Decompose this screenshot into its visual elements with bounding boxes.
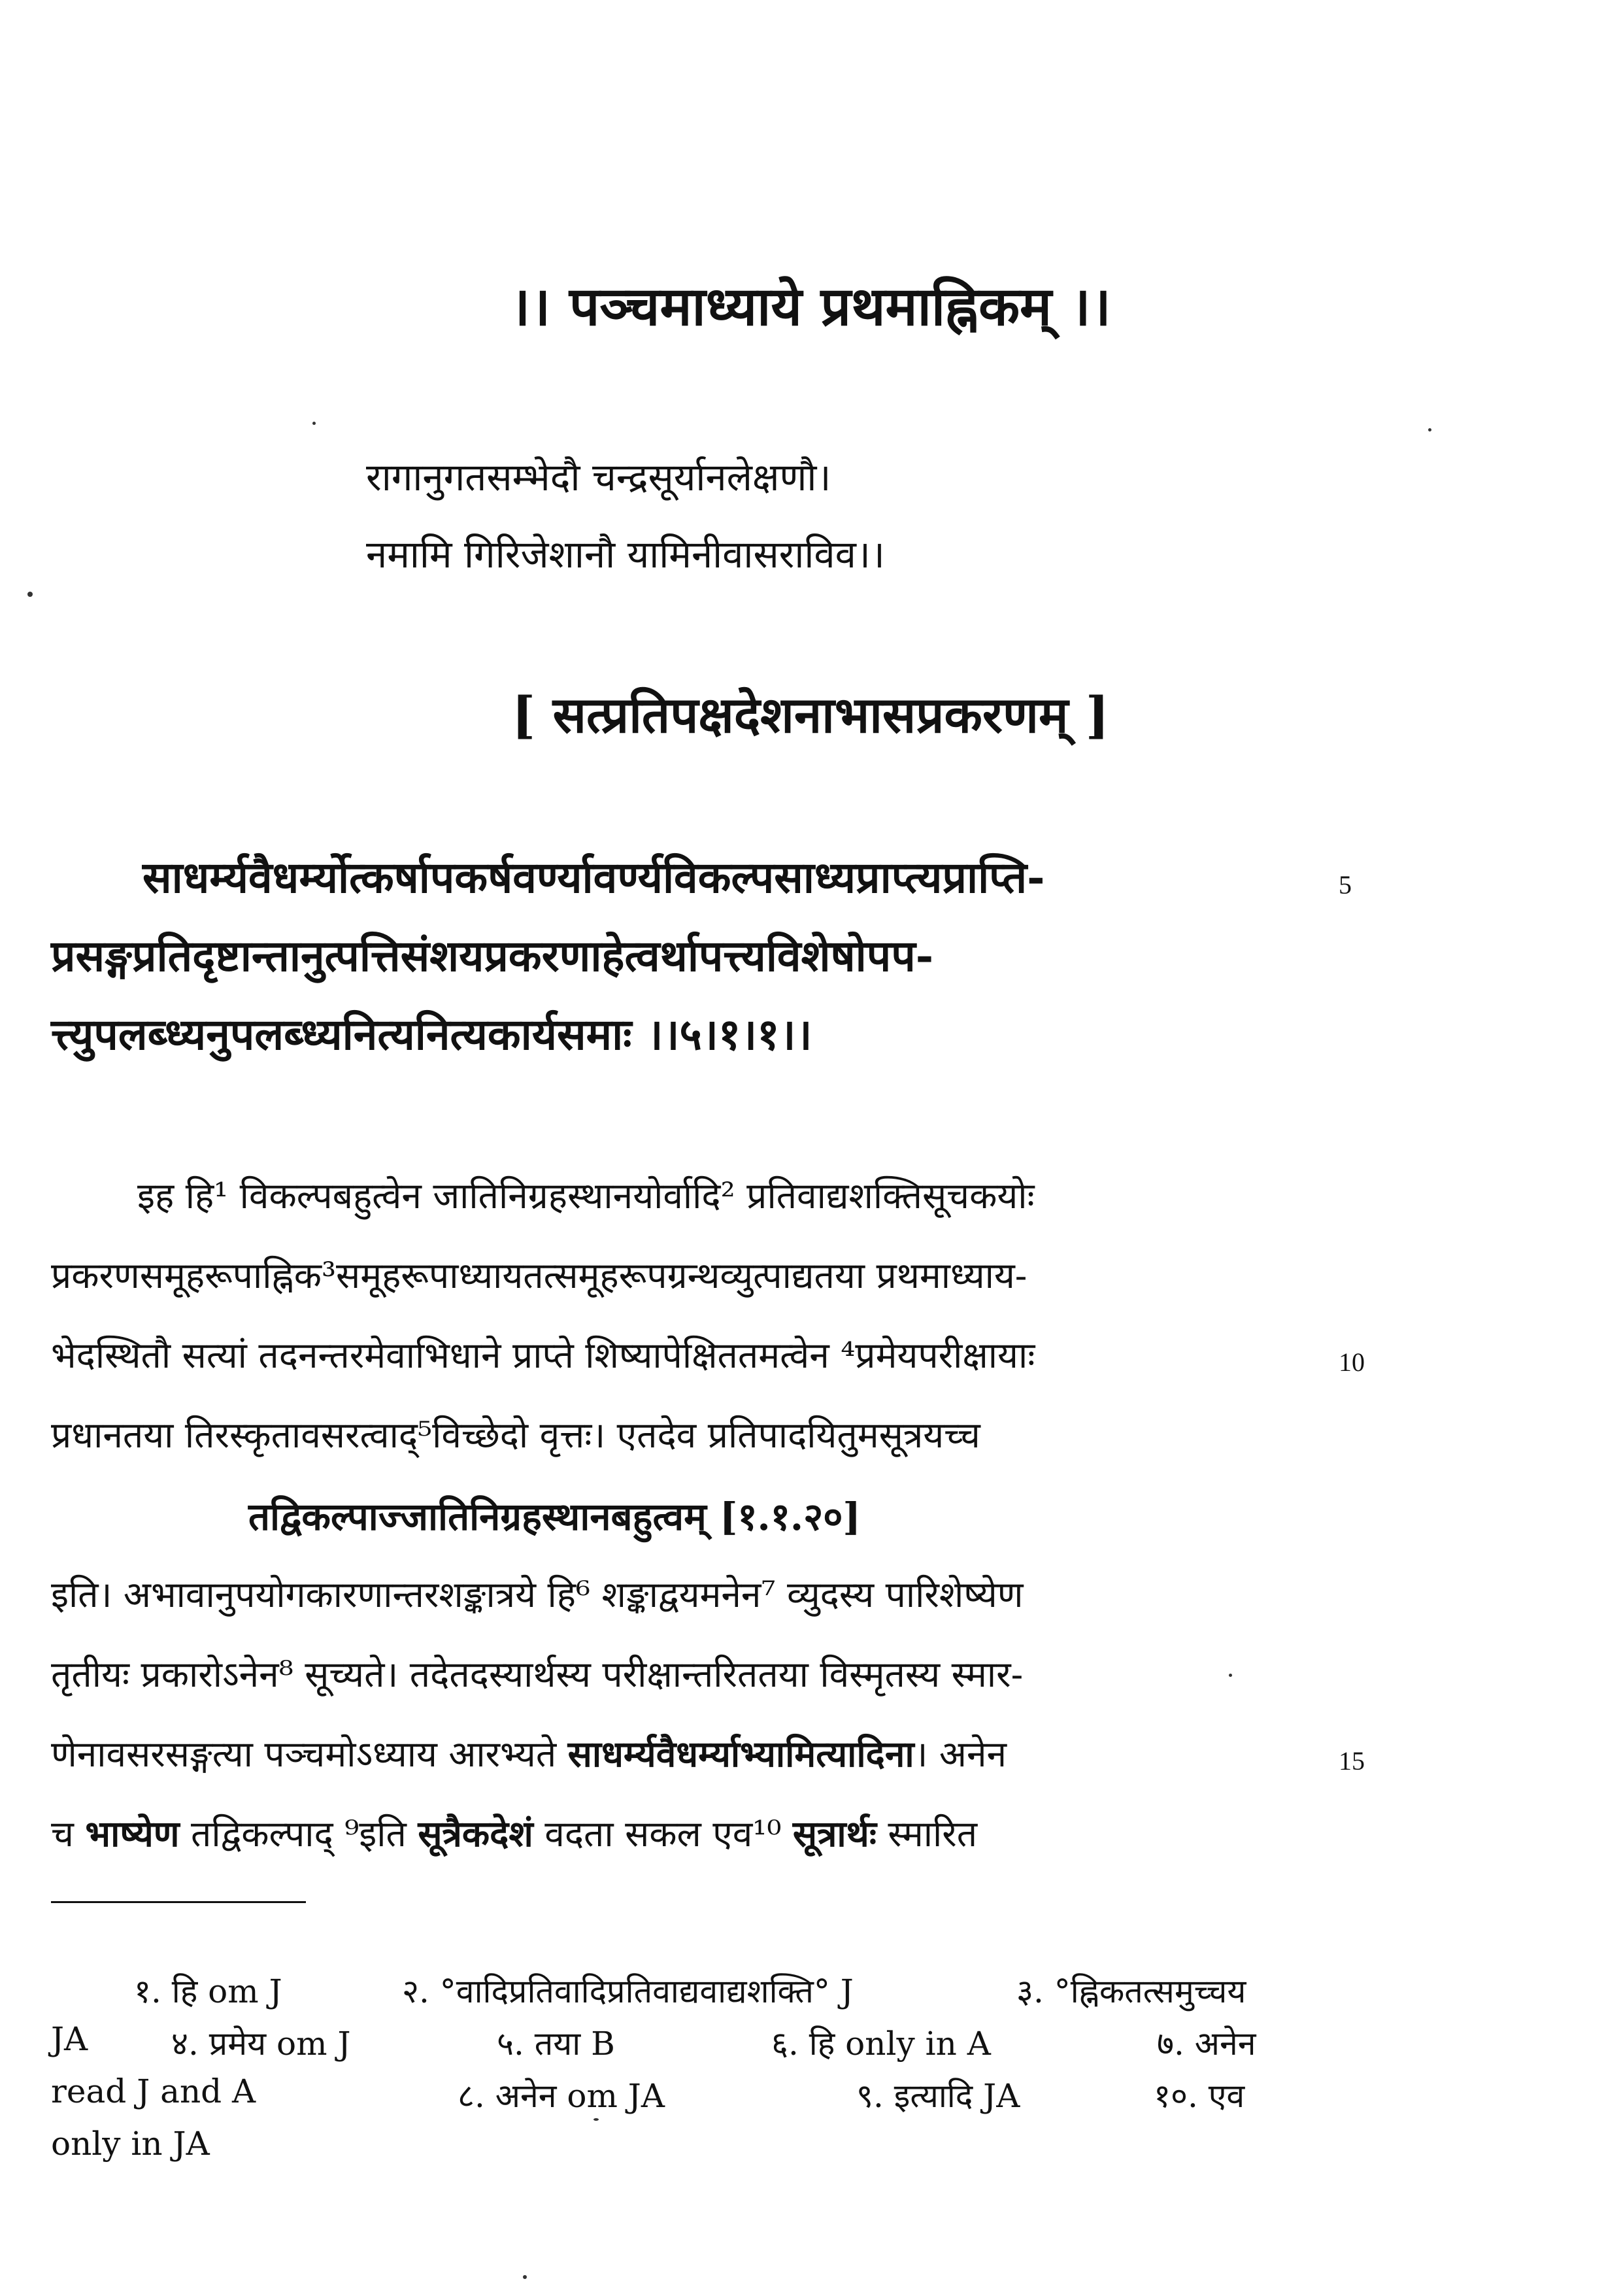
sutra-citation: तद्विकल्पाज्जातिनिग्रहस्थानबहुत्वम् [१.१.२०]	[248, 1494, 861, 1539]
footnote-9: ९. इत्यादि JA	[856, 2077, 1020, 2115]
scan-speck	[27, 592, 33, 597]
sutra-line-2: प्रसङ्गप्रतिदृष्टान्तानुत्पत्तिसंशयप्रकरणाहेत्वर्थापत्त्यविशेषोपप-	[51, 930, 934, 981]
commentary-line-9	[51, 1808, 977, 1857]
footnote-7-continued: read J and A	[51, 2072, 256, 2110]
scan-speck	[1428, 428, 1431, 431]
footnote-6: ६. हि only in A	[771, 2025, 991, 2063]
commentary-line-4: प्रधानतया तिरस्कृतावसरत्वाद्⁵विच्छेदो वृत्तः। एतदेव प्रतिपादयितुमसूत्रयच्च	[51, 1414, 980, 1456]
footnote-10: १०. एव	[1154, 2077, 1245, 2115]
bold-term-sutraikadesha: सूत्रैकदेशं	[418, 1812, 533, 1855]
commentary-text: स्मारित	[876, 1813, 978, 1855]
commentary-text: णेनावसरसङ्गत्या पञ्चमोऽध्याय आरभ्यते	[51, 1733, 568, 1775]
commentary-line-2: प्रकरणसमूहरूपाह्निक³समूहरूपाध्यायतत्समूहरूपग्रन्थव्युत्पाद्यतया प्रथमाध्याय-	[51, 1255, 1028, 1296]
commentary-line-8	[51, 1729, 1007, 1778]
verse-line-2: नमामि गिरिजेशानौ यामिनीवासराविव।।	[366, 532, 885, 577]
commentary-text: वदता सकल एव¹⁰	[533, 1813, 793, 1855]
footnote-7: ७. अनेन	[1157, 2025, 1256, 2063]
commentary-line-6: इति। अभावानुपयोगकारणान्तरशङ्कात्रये हि⁶ शङ्काद्वयमनेन⁷ व्युदस्य पारिशेष्येण	[51, 1574, 1024, 1615]
bold-sutra-reference: साधर्म्यवैधर्म्याभ्यामित्यादिना	[567, 1732, 914, 1775]
bold-term-sutrartha: सूत्रार्थः	[792, 1812, 877, 1855]
footnote-3: ३. °ह्निकतत्समुच्चय	[1016, 1972, 1246, 2010]
scan-speck	[1229, 1674, 1232, 1677]
scan-speck	[312, 422, 316, 425]
line-number-15: 15	[1339, 1746, 1365, 1776]
footnote-4: ४. प्रमेय om J	[171, 2025, 351, 2063]
scan-speck	[523, 2275, 527, 2279]
sutra-line-3: त्त्युपलब्ध्यनुपलब्ध्यनित्यनित्यकार्यसमाः ।।५।१।१।।	[51, 1009, 812, 1060]
footnote-10-continued: only in JA	[51, 2125, 210, 2163]
verse-line-1: रागानुगतसम्भेदौ चन्द्रसूर्यानलेक्षणौ।	[366, 455, 831, 499]
scan-speck	[593, 2118, 599, 2121]
footnote-8: ८. अनेन om JA	[458, 2077, 665, 2115]
footnote-5: ५. तया B	[497, 2025, 615, 2063]
commentary-line-3: भेदस्थितौ सत्यां तदनन्तरमेवाभिधाने प्राप्ते शिष्यापेक्षिततमत्वेन ⁴प्रमेयपरीक्षायाः	[51, 1334, 1035, 1376]
commentary-text: । अनेन	[914, 1733, 1007, 1775]
commentary-text: च	[51, 1813, 86, 1855]
bold-term-bhashya: भाष्येण	[85, 1812, 180, 1855]
footnote-2: २. °वादिप्रतिवादिप्रतिवाद्यवाद्यशक्ति° J	[402, 1972, 854, 2010]
footnote-3-continued: JA	[51, 2020, 88, 2058]
line-number-10: 10	[1339, 1347, 1365, 1377]
line-number-5: 5	[1339, 870, 1352, 900]
section-title: [ सत्प्रतिपक्षदेशनाभासप्रकरणम् ]	[512, 686, 1109, 744]
commentary-text: तद्विकल्पाद् ⁹इति	[179, 1813, 418, 1855]
sutra-line-1: साधर्म्यवैधर्म्योत्कर्षापकर्षवर्ण्यावर्ण्यविकल्पसाध्यप्राप्त्यप्राप्ति-	[142, 852, 1045, 903]
commentary-line-7: तृतीयः प्रकारोऽनेन⁸ सूच्यते। तदेतदस्यार्थस्य परीक्षान्तरिततया विस्मृतस्य स्मार-	[51, 1653, 1024, 1695]
chapter-title: ।। पञ्चमाध्याये प्रथमाह्निकम् ।।	[510, 275, 1111, 338]
commentary-line-1: इह हि¹ विकल्पबहुत्वेन जातिनिग्रहस्थानयोर्वादि² प्रतिवाद्यशक्तिसूचकयोः	[137, 1175, 1035, 1217]
footnote-1: १. हि om J	[134, 1972, 282, 2010]
footnote-divider	[51, 1901, 306, 1903]
